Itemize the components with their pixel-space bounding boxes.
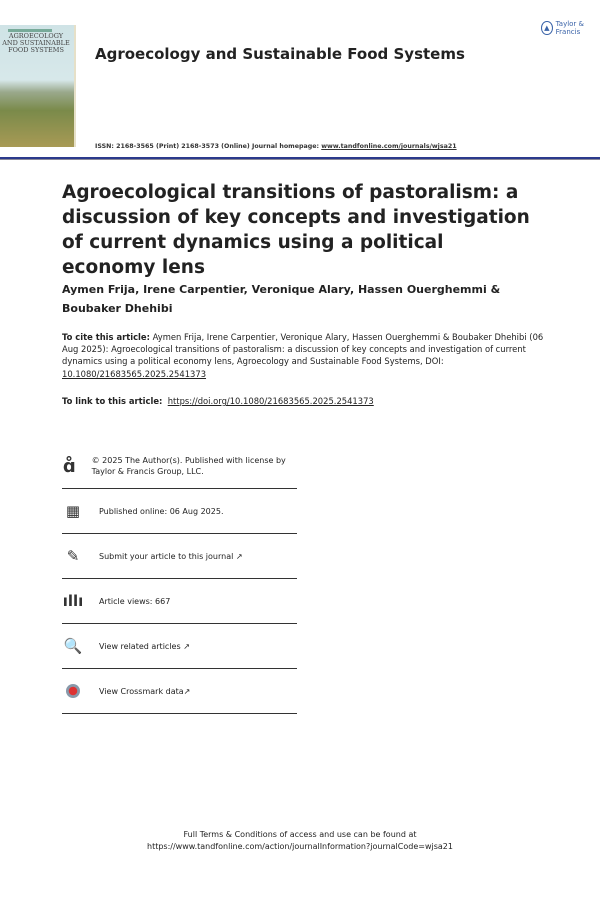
published-item bbox=[62, 489, 297, 534]
external-link-icon: ↗ bbox=[183, 641, 190, 651]
external-link-icon: ↗ bbox=[235, 551, 243, 561]
crossmark-link[interactable] bbox=[62, 669, 297, 714]
issn-line bbox=[95, 143, 457, 150]
article-url-link[interactable]: https://doi.org/10.1080/21683565.2025.2541373 bbox=[167, 396, 374, 406]
journal-cover-image bbox=[0, 25, 76, 147]
article-views: Article views: 667 bbox=[99, 596, 171, 606]
footer bbox=[0, 829, 600, 853]
related-articles-link[interactable] bbox=[62, 624, 297, 669]
cover-title: AGROECOLOGY AND SUSTAINABLE FOOD SYSTEMS bbox=[2, 32, 70, 54]
doi-link[interactable]: 10.1080/21683565.2025.2541373 bbox=[62, 368, 207, 379]
license-item bbox=[62, 444, 297, 489]
bar-chart-icon: ıllı bbox=[62, 592, 84, 610]
publisher-name: Taylor & Francis bbox=[555, 20, 584, 36]
submit-text: Submit your article to this journal bbox=[99, 551, 234, 561]
footer-url[interactable]: https://www.tandfonline.com/action/journalInformation?journalCode=wjsa21 bbox=[147, 842, 453, 851]
published-date: Published online: 06 Aug 2025. bbox=[99, 506, 224, 516]
calendar-icon: ▦ bbox=[65, 502, 81, 520]
submit-article-link[interactable] bbox=[62, 534, 297, 579]
journal-homepage-link[interactable]: www.tandfonline.com/journals/wjsa21 bbox=[321, 143, 457, 150]
article-authors: Aymen Frija, Irene Carpentier, Veronique Alary, Hassen Ouerghemmi & Boubaker Dhehibi bbox=[62, 283, 501, 315]
citation bbox=[62, 331, 552, 380]
info-list bbox=[62, 444, 297, 714]
article-views-item bbox=[62, 579, 297, 624]
taylor-francis-icon: ▲ bbox=[541, 21, 553, 35]
article-link bbox=[62, 396, 374, 406]
related-text: View related articles bbox=[99, 641, 181, 651]
crossmark-text: View Crossmark data bbox=[99, 686, 184, 696]
publisher-logo bbox=[541, 20, 600, 36]
open-access-icon: ɑ̊ bbox=[62, 455, 76, 477]
issn-text: ISSN: 2168-3565 (Print) 2168-3573 (Online) Journal homepage: bbox=[95, 143, 322, 150]
footer-terms: Full Terms & Conditions of access and use can be found at bbox=[183, 830, 417, 839]
external-link-icon: ↗ bbox=[183, 686, 191, 696]
cite-text: Aymen Frija, Irene Carpentier, Veronique Alary, Hassen Ouerghemmi & Boubaker Dhehibi (06 Aug 2025): Agroecological transitions of pastoralism: a discussion of key concepts and investigation of current dynamics using a political economy lens, Agroecology and Sustainable Food Systems, DOI: bbox=[62, 332, 544, 367]
link-label: To link to this article: bbox=[62, 396, 163, 406]
cite-label: To cite this article: bbox=[62, 332, 150, 342]
search-document-icon: 🔍 bbox=[63, 637, 83, 655]
article-title: Agroecological transitions of pastoralism: a discussion of key concepts and investigation of current dynamics using a political economy lens bbox=[62, 182, 530, 278]
header-divider bbox=[0, 157, 600, 160]
edit-icon: ✎ bbox=[66, 547, 80, 565]
journal-title: Agroecology and Sustainable Food Systems bbox=[95, 45, 465, 63]
license-text: © 2025 The Author(s). Published with license by Taylor & Francis Group, LLC. bbox=[91, 456, 286, 476]
crossmark-icon bbox=[62, 681, 84, 701]
